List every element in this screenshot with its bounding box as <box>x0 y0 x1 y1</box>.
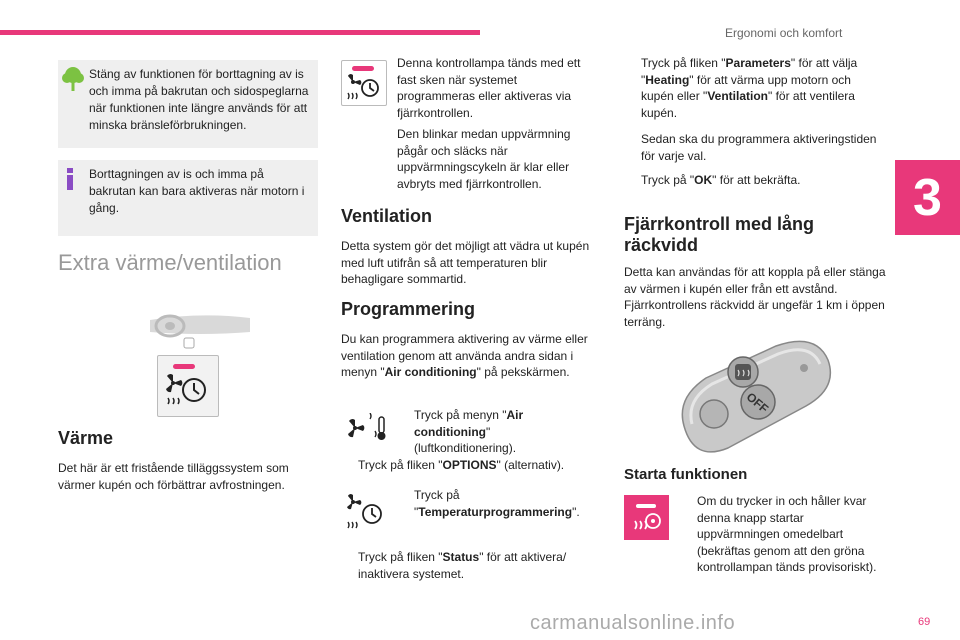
starta-bullet-1-text: Om du trycker in och håller kvar denna knapp startar uppvärmningen omedelbart (bekräftas genom att den gröna kontrollampan tänds provisoriskt). <box>697 494 877 574</box>
col3-bullet-3 <box>624 172 874 189</box>
prog-bullet-3 <box>397 487 592 520</box>
col3-bullet-1-mid2: " för att värma upp motorn och kupén eller " <box>641 72 851 103</box>
col3-bullet-3-post: " för att bekräfta. <box>712 173 801 187</box>
prog-bullet-1-pre: Tryck på menyn " <box>414 408 507 422</box>
steering-wheel-icon <box>150 310 255 350</box>
col3-bullet-1-bold3: Ventilation <box>707 89 768 103</box>
eco-note-text: Stäng av funktionen för borttagning av is och imma på bakrutan och sidospeglarna när funktionen inte längre används för att minska bränsleförbrukningen. <box>89 67 309 132</box>
prog-bullet-2 <box>341 457 601 474</box>
remote-off-label: OFF <box>743 389 772 416</box>
programmering-text <box>341 331 601 381</box>
info-icon <box>64 168 76 190</box>
programmering-text-pre: Du kan programmera aktivering av värme eller ventilation genom att använda andra sidan i menyn " <box>341 332 588 379</box>
ventilation-text: Detta system gör det möjligt att vädra ut kupén med luft utifrån så att temperaturen blir behagligare sommartid. <box>341 239 590 286</box>
lamp-text-1: Denna kontrollampa tänds med ett fast sken när systemet programmeras eller aktiveras via fjärrkontrollen. <box>397 56 581 120</box>
fan-clock-icon <box>343 490 385 530</box>
heading-starta: Starta funktionen <box>624 466 748 483</box>
varme-text: Det här är ett fristående tilläggssystem som värmer kupén och förbättrar avfrostningen. <box>58 461 289 492</box>
heading-fjarrkontroll: Fjärrkontroll med lång räckvidd <box>624 214 815 255</box>
col3-bullet-2-text: Sedan ska du programmera aktiveringstiden för varje val. <box>641 132 877 163</box>
eco-note-box <box>58 60 318 148</box>
fan-clock-icon <box>157 355 219 417</box>
prog-bullet-3-post: ". <box>572 504 580 519</box>
chapter-number: 3 <box>913 168 942 227</box>
programmering-text-post: " på pekskärmen. <box>476 365 570 379</box>
watermark: carmanualsonline.info <box>530 612 736 634</box>
starta-bullet-1 <box>680 493 880 576</box>
col3-bullet-1-mid1: " för att välja " <box>641 56 858 87</box>
col3-bullet-2 <box>624 131 886 164</box>
heading-programmering: Programmering <box>341 299 476 319</box>
lamp-text-2: Den blinkar medan uppvärmning pågår och släcks när uppvärmningscykeln är klar eller avbryts med fjärrkontrollen. <box>397 127 571 191</box>
prog-bullet-4-bold: Status <box>442 550 480 564</box>
col3-bullet-1 <box>624 55 874 121</box>
col3-bullet-1-pre: Tryck på fliken " <box>641 56 726 70</box>
prog-bullet-1-bold: Air conditioning <box>414 408 524 439</box>
col3-bullet-1-bold2: Heating <box>645 72 690 87</box>
col3-bullet-3-pre: Tryck på " <box>641 173 695 187</box>
prog-bullet-4-post: " för att aktivera/ inaktivera systemet. <box>358 550 567 581</box>
info-note-box <box>58 160 318 236</box>
prog-bullet-3-pre: Tryck på " <box>414 488 460 519</box>
prog-bullet-2-post: " (alternativ). <box>496 458 565 472</box>
tree-icon <box>62 66 84 92</box>
fan-thermometer-icon <box>343 413 393 443</box>
col3-bullet-1-bold1: Parameters <box>725 56 791 70</box>
page-number: 69 <box>918 616 931 628</box>
col3-bullet-3-bold: OK <box>694 173 713 187</box>
info-note-text: Borttagningen av is och imma på bakrutan kan bara aktiveras när motorn i gång. <box>89 167 305 215</box>
col3-bullet-1-post: " för att ventilera kupén. <box>641 89 855 120</box>
prog-bullet-2-pre: Tryck på fliken " <box>358 458 443 472</box>
heater-button-icon <box>624 495 669 540</box>
prog-bullet-1-post: " (luftkonditionering). <box>414 424 517 455</box>
header-accent-bar <box>0 30 480 35</box>
fjarr-text: Detta kan användas för att koppla på eller stänga av värmen i kupén eller från ett avstånd. Fjärrkontrollens räckvidd är ungefär 1 km i öppen terräng. <box>624 265 886 329</box>
chapter-tab <box>895 160 960 235</box>
prog-bullet-4 <box>341 549 591 582</box>
prog-bullet-4-pre: Tryck på fliken " <box>358 550 443 564</box>
prog-bullet-1 <box>397 407 557 457</box>
programmering-text-bold: Air conditioning <box>384 365 477 379</box>
heater-lamp-icon <box>341 60 387 106</box>
remote-control-icon <box>676 338 836 460</box>
section-title: Ergonomi och komfort <box>725 26 843 40</box>
section-heading-extra: Extra värme/ventilation <box>58 250 282 275</box>
prog-bullet-3-bold: Temperaturprogrammering <box>418 504 573 519</box>
heading-ventilation: Ventilation <box>341 206 433 226</box>
heading-varme: Värme <box>58 428 114 448</box>
prog-bullet-2-bold: OPTIONS <box>442 458 497 472</box>
